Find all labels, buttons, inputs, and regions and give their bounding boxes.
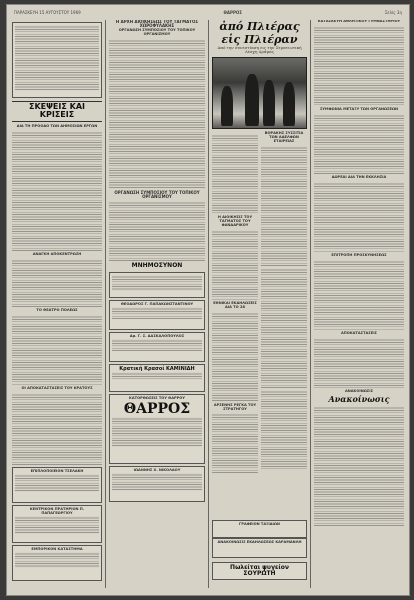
header-page: Σελίς 3η [384, 9, 402, 15]
advertisement [109, 332, 205, 362]
column-1 [12, 20, 102, 588]
article-title: Η ΔΙΟΙΚΗΣΙΣ ΤΟΥ ΤΑΓΜΑΤΟΣ ΤΟΥ ΦΑΝΔΑΡΙΚΟΥ [217, 214, 253, 227]
article-title: ΕΠΙΤΡΟΠΗ ΠΡΟΣΚΥΝΗΣΕΩΣ [331, 252, 387, 257]
ad-subtitle: ΚΑΤΟΡΘΩΣΕΙΣ ΤΟΥ ΘΑΡΡΟΥ [129, 395, 185, 400]
page-header [14, 8, 402, 16]
masthead-box [12, 22, 102, 98]
column-rule [105, 20, 106, 588]
section-heading: ΣΚΕΨΕΙΣ ΚΑΙ ΚΡΙΣΕΙΣ [12, 101, 102, 122]
article-title: ΤΟ ΘΕΑΤΡΟ ΠΟΛΕΩΣ [36, 307, 78, 312]
ad-title: ΓΡΑΦΕΙΟΝ ΤΑΞΙΔΙΩΝ [239, 522, 280, 526]
advertisement [212, 520, 307, 538]
photo-caption: Από την συνεστίαση εις την Στρατιωτική Λέσχη Δράμας [217, 45, 302, 55]
news-photo [212, 57, 307, 129]
sub-column [261, 132, 307, 562]
article-title: ΟΙ ΑΠΟΚΑΤΑΣΤΑΣΕΙΣ ΤΟΥ ΚΡΑΤΟΥΣ [21, 385, 93, 390]
article-title: ΟΡΓΑΝΩΣΗ ΣΥΜΠΟΣΙΟΥ ΤΟΥ ΤΟΠΙΚΟΥ ΟΡΓΑΝΙΣΜΟΥ [118, 27, 196, 36]
ad-title: ΕΠΙΠΛΟΠΟΙΕΙΟΝ ΤΣΕΛΑΚΗ [30, 468, 84, 473]
advertisement [12, 505, 102, 543]
newspaper-page [6, 4, 410, 596]
column-rule [310, 20, 311, 588]
advertisement [12, 545, 102, 581]
column-2 [109, 20, 205, 588]
ad-title: Πωλείται ψυγείον ΣΟΥΡΩΤΗ [230, 564, 289, 578]
advertisement [109, 364, 205, 392]
ad-title: Κρατική Κρασοί ΚΑΜΙΝΙΔΗ [119, 365, 195, 372]
article-title: ΑΝΑΓΚΗ ΑΠΟΚΕΝΤΡΩΣΗ [32, 251, 82, 256]
advertisement [212, 562, 307, 580]
announcement-heading: Ανακοίνωσις [328, 393, 390, 404]
sub-column [212, 132, 258, 562]
ad-title: ΚΕΝΤΡΙΚΟΝ ΠΡΑΤΗΡΙΟΝ Π. ΠΑΠΑΓΕΩΡΓΙΟΥ [29, 506, 85, 515]
ad-brand: ΘΑΡΡΟΣ [123, 400, 191, 417]
article-title: ΚΑΤΑΣΚΕΥΗ ΑΘΛΗΤΙΚΟΥ ΓΥΜΝΑΣΤΗΡΙΟΥ [317, 20, 401, 23]
article-title: ΟΡΓΑΝΩΣΗ ΣΥΜΠΟΣΙΟΥ ΤΟΥ ΤΟΠΙΚΟΥ ΟΡΓΑΝΙΣΜΟΥ [114, 189, 200, 200]
ad-title: ΙΩΑΝΝΗΣ Χ. ΝΙΚΟΛΑΟΥ [133, 467, 181, 472]
advertisement [109, 272, 205, 298]
article-title: Η ΑΡΧΗ ΔΙΟΙΚΗΣΕΩΣ ΤΟΥ ΤΑΓΜΑΤΟΣ ΧΩΡΟΦΥΛΑΚΗΣ [115, 20, 199, 29]
memorial-heading: ΜΝΗΜΟΣΥΝΟΝ [131, 262, 183, 270]
advertisement [109, 300, 205, 330]
article-title: ΒΟΡΑΚΗΣ ΣΥΣΣΙΤΙΑ ΤΩΝ ΑΔΕΛΦΩΝ ΕΤΑΙΡΕΙΑΣ [264, 130, 304, 143]
ad-title: ΕΜΠΟΡΙΚΟΝ ΚΑΤΑΣΤΗΜΑ [31, 546, 83, 551]
article-title: ΔΙΑ ΤΗ ΠΡΟΟΔΟ ΤΩΝ ΔΗΜΟΣΙΩΝ ΕΡΓΩΝ [16, 123, 98, 128]
column-3 [212, 20, 307, 588]
header-date: ΠΑΡΑΣΚΕΥΗ 15 ΑΥΓΟΥΣΤΟΥ 1969 [14, 9, 81, 15]
article-title: ΑΡΣΕΝΗΣ ΡΕΓΚΑ ΤΟΥ ΣΤΡΑΤΗΓΟΥ [213, 402, 257, 411]
article-title: ΑΝΑΚΟΙΝΩΣΙΣ [344, 388, 374, 393]
ad-title: ΘΕΟΔΩΡΟΣ Γ. ΠΑΠΑΚΩΝΣΤΑΝΤΙΝΟΥ [120, 301, 194, 306]
advertisement-tharros [109, 394, 205, 464]
ad-title: Δρ. Γ. Σ. ΔΑΣΚΑΛΟΠΟΥΛΟΣ [129, 333, 185, 338]
advertisement [109, 466, 205, 502]
section-title: ἀπό Πλιέρας εἰς Πλιέραν [219, 20, 300, 46]
header-paper: ΘΑΡΡΟΣ [223, 9, 243, 15]
advertisement [12, 467, 102, 503]
advertisement [212, 538, 307, 558]
article-title: ΑΠΟΚΑΤΑΣΤΑΣΕΙΣ [340, 330, 378, 335]
column-4 [314, 20, 404, 588]
article-title: ΔΩΡΕΑΙ ΔΙΑ ΤΗΝ ΕΚΚΛΗΣΙΑ [331, 174, 387, 179]
column-rule [208, 20, 209, 588]
ad-title: ΑΝΑΚΟΙΝΩΣΙΣ ΕΚΔΗΛΩΣΕΩΣ ΚΑΡΑΜΑΝΛΗ [217, 540, 302, 544]
article-title: ΣΥΜΦΩΝΙΑ ΜΕΤΑΞΥ ΤΩΝ ΟΡΓΑΝΩΣΕΩΝ [319, 106, 399, 111]
article-title: ΕΘΝΙΚΑΙ ΕΚΔΗΛΩΣΕΙΣ ΔΙΑ ΤΟ 28 [213, 300, 257, 309]
